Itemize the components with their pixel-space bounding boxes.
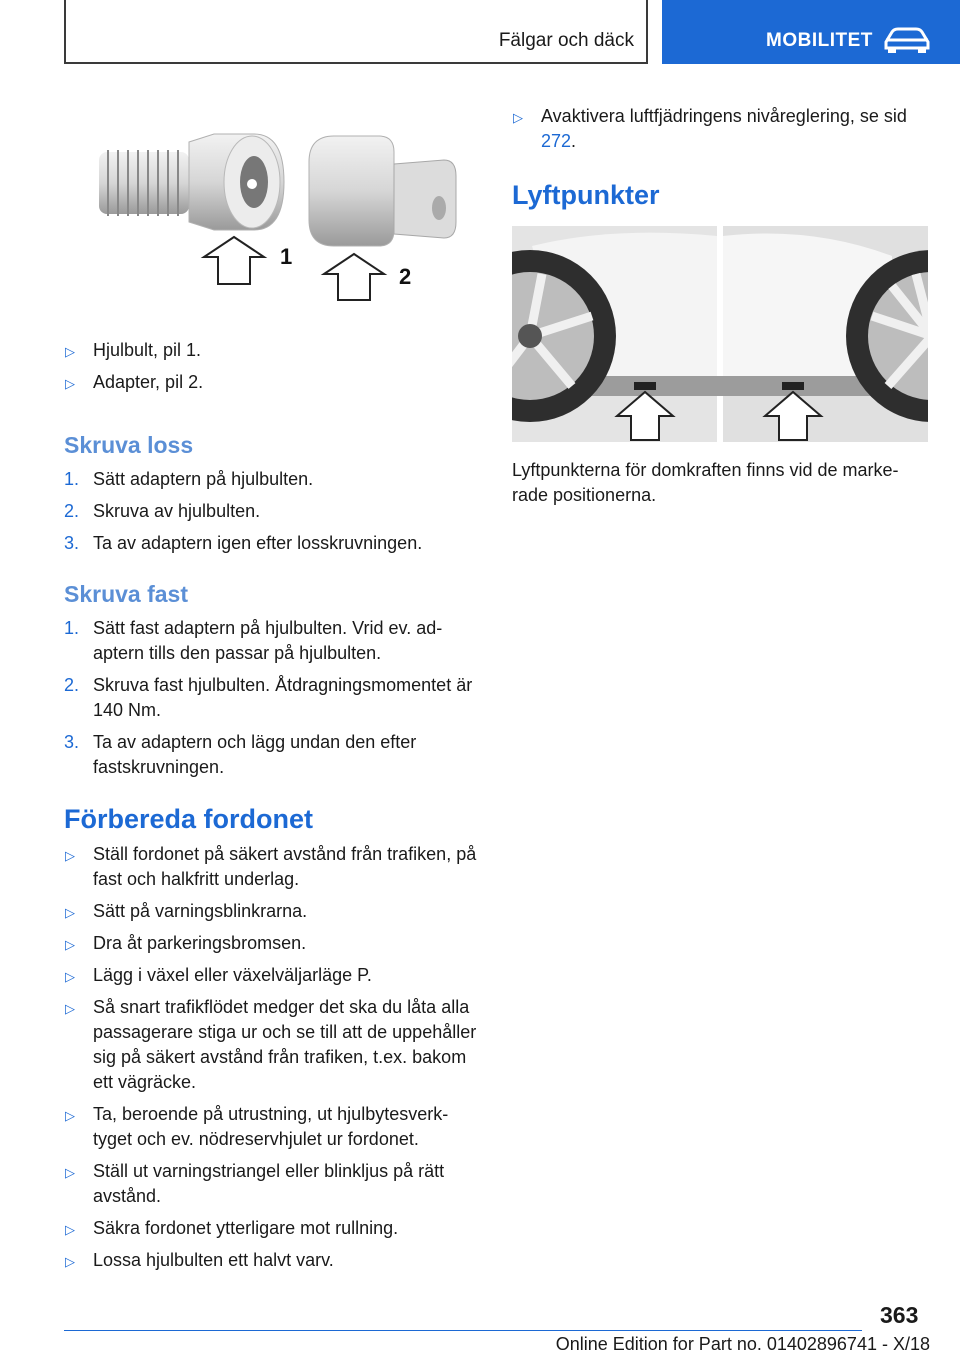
list-item: ▷ Avaktivera luftfjädringens nivåreglering, se sid 272. xyxy=(513,106,907,151)
list-item: ▷ Adapter, pil 2. xyxy=(64,370,480,395)
heading-prepare: Förbereda fordonet xyxy=(64,804,314,834)
wheel-bolt-adapter-figure xyxy=(94,112,464,312)
bullet-triangle-icon: ▷ xyxy=(65,905,75,920)
bullet-triangle-icon: ▷ xyxy=(65,344,75,359)
arrow-label-1: 1 xyxy=(280,244,293,269)
arrow-label-2: 2 xyxy=(399,264,412,289)
car-icon xyxy=(882,26,932,54)
loosen-steps xyxy=(64,467,480,563)
list-item: 1. Sätt adaptern på hjulbulten. xyxy=(64,469,314,489)
figure-legend-list xyxy=(64,338,480,402)
list-item: ▷ Så snart trafikflödet medger det ska du låta alla passagerare stiga ur och se till att de uppehåller sig på säkert avstånd från trafiken, t.ex. bakom ett vägräcke. xyxy=(65,997,477,1092)
list-item: ▷ Hjulbult, pil 1. xyxy=(64,338,480,363)
bolt-head xyxy=(189,134,284,230)
heading-lift-points: Lyftpunkter xyxy=(512,180,660,210)
bolt-thread xyxy=(99,150,189,216)
list-item: ▷ Säkra fordonet ytterligare mot rullning. xyxy=(64,1216,480,1241)
bullet-triangle-icon: ▷ xyxy=(65,1001,75,1016)
footer-divider xyxy=(64,1330,862,1331)
bullet-triangle-icon: ▷ xyxy=(65,848,75,863)
heading-fasten: Skruva fast xyxy=(64,581,189,607)
bullet-triangle-icon: ▷ xyxy=(65,1108,75,1123)
heading-loosen: Skruva loss xyxy=(64,432,194,458)
bullet-triangle-icon: ▷ xyxy=(65,1165,75,1180)
lift-points-figure xyxy=(512,226,928,442)
list-item: ▷ Lossa hjulbulten ett halvt varv. xyxy=(64,1248,480,1273)
footer-edition: Online Edition for Part no. 01402896741 - X/18 xyxy=(555,1334,930,1354)
bullet-triangle-icon: ▷ xyxy=(65,376,75,391)
bullet-triangle-icon: ▷ xyxy=(65,1254,75,1269)
list-item: 3. Ta av adaptern igen efter losskruvningen. xyxy=(64,533,423,553)
bullet-triangle-icon: ▷ xyxy=(65,1222,75,1237)
list-item: 3. Ta av adaptern och lägg undan den efter fastskruvningen. xyxy=(64,732,417,777)
lift-points-caption: Lyftpunkterna för domkraften finns vid de marke- rade positionerna. xyxy=(512,460,899,505)
header-chapter-tab[interactable] xyxy=(662,0,960,64)
list-item: ▷ Sätt på varningsblinkrarna. xyxy=(64,899,480,924)
list-item: ▷ Ställ ut varningstriangel eller blinkljus på rätt avstånd. xyxy=(65,1161,445,1206)
list-item: 1. Sätt fast adaptern på hjulbulten. Vrid ev. ad- aptern tills den passar på hjulbulten. xyxy=(64,618,443,663)
prepare-bullets xyxy=(64,842,480,1280)
arrow-2 xyxy=(324,254,411,300)
list-item: ▷ Ställ fordonet på säkert avstånd från trafiken, på fast och halkfritt underlag. xyxy=(65,844,477,889)
bullet-triangle-icon: ▷ xyxy=(65,969,75,984)
header-chapter-label: MOBILITET xyxy=(766,30,873,51)
bullet-triangle-icon: ▷ xyxy=(65,937,75,952)
air-suspension-bullet xyxy=(512,104,928,161)
list-item: 2. Skruva av hjulbulten. xyxy=(64,501,261,521)
arrow-1 xyxy=(204,237,292,284)
header-section-box xyxy=(64,0,648,64)
page-reference-link[interactable]: 272 xyxy=(541,131,572,151)
adapter xyxy=(309,136,456,246)
list-item: 2. Skruva fast hjulbulten. Åtdragningsmomentet är 140 Nm. xyxy=(64,675,473,720)
list-item: ▷ Dra åt parkeringsbromsen. xyxy=(64,931,480,956)
list-item: ▷ Lägg i växel eller växelväljarläge P. xyxy=(64,963,480,988)
list-item: ▷ Ta, beroende på utrustning, ut hjulbytesverk- tyget och ev. nödreservhjulet ur fordonet. xyxy=(65,1104,449,1149)
header-section-title: Fälgar och däck xyxy=(498,30,634,51)
bullet-triangle-icon: ▷ xyxy=(513,110,523,125)
page-number: 363 xyxy=(880,1302,919,1328)
fasten-steps xyxy=(64,616,480,787)
